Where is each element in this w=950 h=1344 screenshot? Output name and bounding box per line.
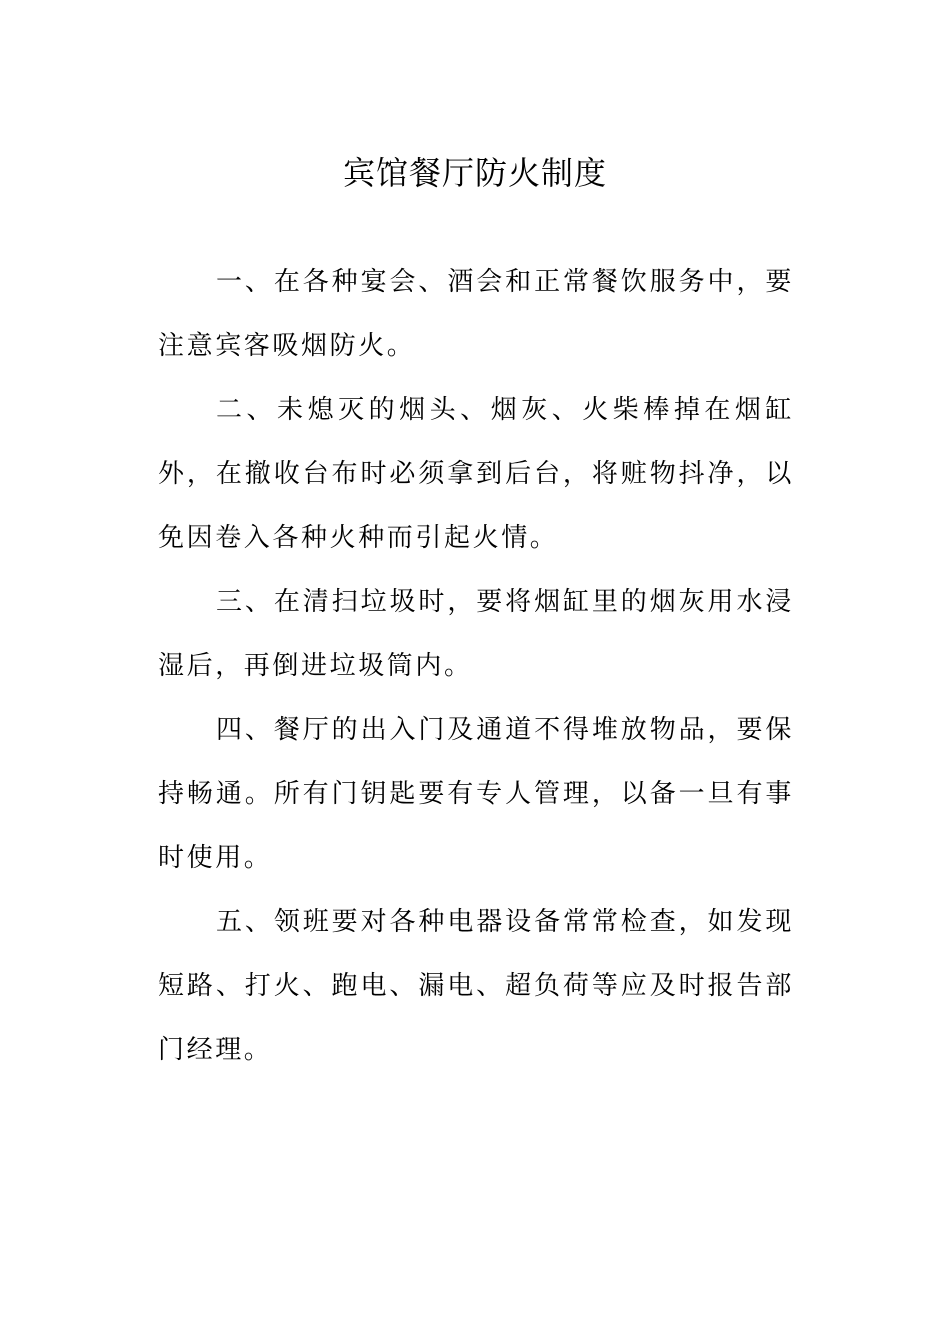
- paragraph-3: 三、在清扫垃圾时，要将烟缸里的烟灰用水浸湿后，再倒进垃圾筒内。: [158, 587, 794, 681]
- paragraph-1: 一、在各种宴会、酒会和正常餐饮服务中，要注意宾客吸烟防火。: [158, 267, 794, 361]
- paragraph-2: 二、未熄灭的烟头、烟灰、火柴棒掉在烟缸外，在撤收台布时必须拿到后台，将赃物抖净，以免因卷入各种火种而引起火情。: [158, 395, 794, 553]
- paragraph-5: 五、领班要对各种电器设备常常检查，如发现短路、打火、跑电、漏电、超负荷等应及时报告部门经理。: [158, 907, 794, 1065]
- document-title: 宾馆餐厅防火制度: [342, 154, 607, 192]
- document-body: [158, 250, 794, 1082]
- paragraph-4: 四、餐厅的出入门及通道不得堆放物品，要保持畅通。所有门钥匙要有专人管理，以备一旦有事时使用。: [158, 715, 794, 873]
